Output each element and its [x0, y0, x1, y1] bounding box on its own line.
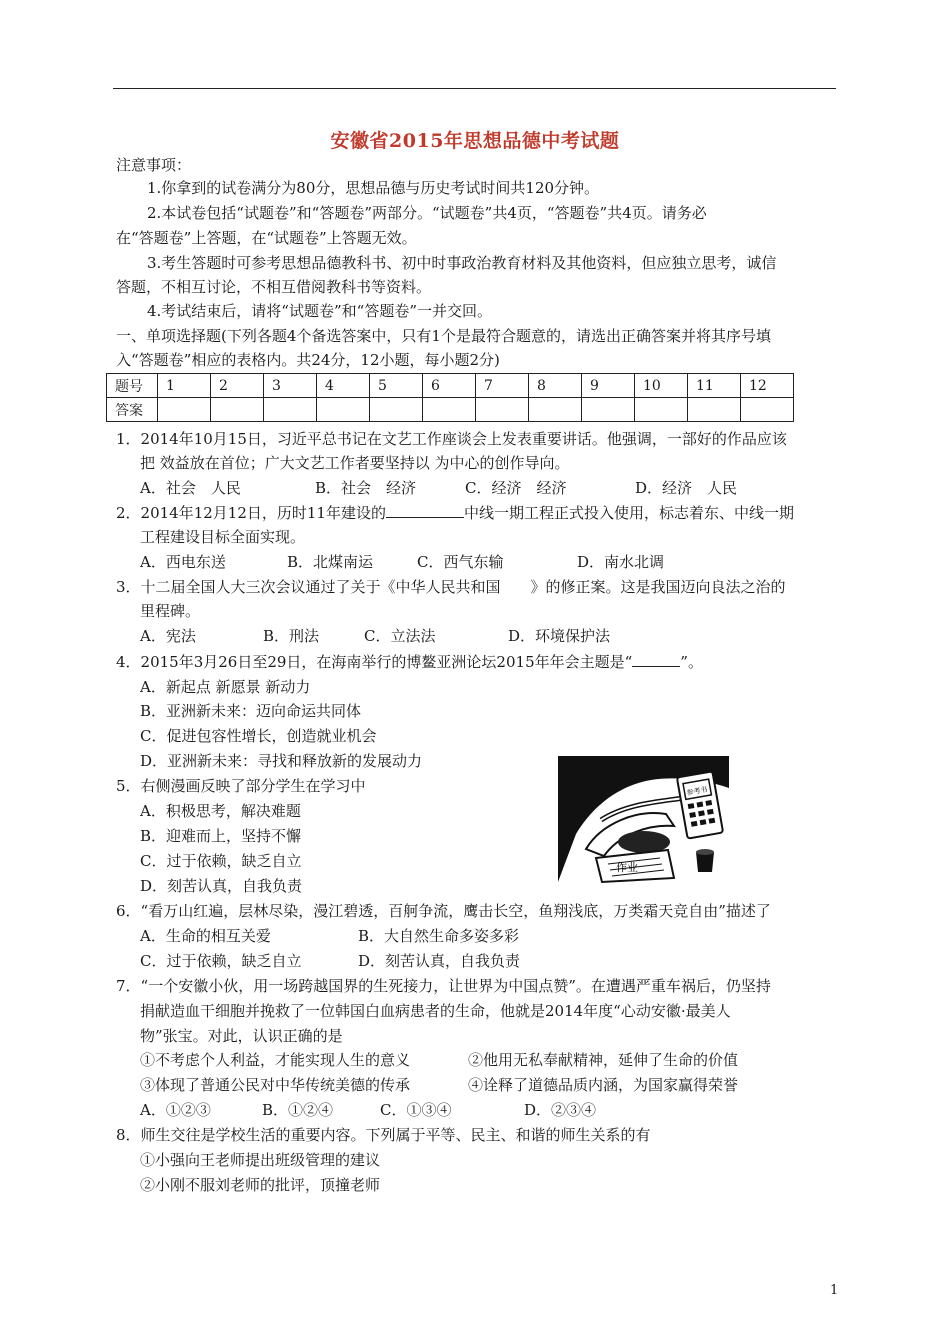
statement-2: ②他用无私奉献精神，延伸了生命的价值 [468, 1051, 739, 1069]
option-d: D．②③④ [524, 1101, 597, 1119]
answer-cell [741, 398, 794, 422]
option-b: B．大自然生命多姿多彩 [358, 927, 520, 945]
question-7-statements-row1 [140, 1050, 738, 1070]
statement-3: ③体现了普通公民对中华传统美德的传承 [140, 1076, 411, 1094]
question-6-options-row2 [140, 951, 520, 971]
answer-table [106, 373, 794, 422]
question-6-stem: 6．“看万山红遍，层林尽染，漫江碧透，百舸争流，鹰击长空，鱼翔浅底，万类霜天竞自由”描述了 [116, 902, 771, 920]
answer-cell [370, 398, 423, 422]
answer-table-number: 11 [688, 374, 741, 398]
option-c: C．西气东输 [417, 553, 504, 571]
cartoon-illustration [556, 754, 731, 884]
option-a: A．①②③ [140, 1101, 211, 1119]
answer-table-number: 4 [317, 374, 370, 398]
question-3-stem: 3．十二届全国人大三次会议通过了关于《中华人民共和国 》的修正案。这是我国迈向良法之治的 [116, 578, 786, 596]
question-8-statement-1: ①小强向王老师提出班级管理的建议 [140, 1151, 381, 1169]
answer-table-answer-row [107, 398, 794, 422]
statement-1: ①不考虑个人利益，才能实现人生的意义 [140, 1051, 411, 1069]
option-d: D．环境保护法 [508, 627, 611, 645]
question-4-option-a: A．新起点 新愿景 新动力 [140, 678, 311, 696]
question-4-option-d: D．亚洲新未来：寻找和释放新的发展动力 [140, 752, 423, 770]
question-3-stem-cont: 里程碑。 [140, 602, 201, 620]
answer-cell [582, 398, 635, 422]
answer-table-number: 12 [741, 374, 794, 398]
answer-cell [264, 398, 317, 422]
question-4-stem-a: 4．2015年3月26日至29日，在海南举行的博鳌亚洲论坛2015年年会主题是“ [116, 653, 633, 671]
question-5-option-a: A．积极思考，解决难题 [140, 802, 301, 820]
answer-cell [211, 398, 264, 422]
question-1-stem-cont: 把 效益放在首位；广大文艺工作者要坚持以 为中心的创作导向。 [140, 454, 570, 472]
question-2-stem [116, 503, 794, 523]
answer-table-number: 3 [264, 374, 317, 398]
answer-table-number: 10 [635, 374, 688, 398]
option-a: A．社会 人民 [140, 479, 241, 497]
answer-cell [317, 398, 370, 422]
answer-table-number: 7 [476, 374, 529, 398]
question-3-options [140, 626, 610, 646]
statement-4: ④诠释了道德品质内涵，为国家赢得荣誉 [468, 1076, 739, 1094]
question-5-option-c: C．过于依赖，缺乏自立 [140, 852, 302, 870]
notice-item-2: 2.本试卷包括“试题卷”和“答题卷”两部分。“试题卷”共4页，“答题卷”共4页。请务必 [147, 204, 707, 222]
option-a: A．西电东送 [140, 553, 226, 571]
answer-table-number: 5 [370, 374, 423, 398]
question-8-statement-2: ②小刚不服刘老师的批评，顶撞老师 [140, 1176, 381, 1194]
question-4-option-c: C．促进包容性增长，创造就业机会 [140, 727, 377, 745]
answer-table-header-row [107, 374, 794, 398]
notice-item-3-cont: 答题，不相互讨论，不相互借阅教科书等资料。 [116, 278, 432, 296]
option-b: B．刑法 [263, 627, 320, 645]
question-7-stem-cont2: 物”张宝。对此，认识正确的是 [140, 1027, 343, 1045]
header-rule [113, 88, 836, 89]
question-5-option-d: D．刻苦认真，自我负责 [140, 877, 303, 895]
answer-table-number: 9 [582, 374, 635, 398]
question-2-stem-b: 中线一期工程正式投入使用，标志着东、中线一期 [463, 504, 794, 522]
answer-cell [688, 398, 741, 422]
option-b: B．社会 经济 [315, 479, 417, 497]
answer-table-label-answer: 答案 [107, 398, 158, 422]
answer-table-label-number: 题号 [107, 374, 158, 398]
question-5-stem: 5．右侧漫画反映了部分学生在学习中 [116, 777, 366, 795]
option-c: C．①③④ [380, 1101, 452, 1119]
option-d: D．经济 人民 [635, 479, 738, 497]
answer-table-number: 2 [211, 374, 264, 398]
notice-item-1: 1.你拿到的试卷满分为80分，思想品德与历史考试时间共120分钟。 [147, 179, 600, 197]
option-c: C．过于依赖，缺乏自立 [140, 952, 302, 970]
cartoon-paper-text: 作业 [616, 861, 638, 874]
section1-instructions-cont: 入“答题卷”相应的表格内。共24分，12小题，每小题2分) [116, 351, 500, 369]
answer-cell [476, 398, 529, 422]
answer-blank [386, 517, 464, 518]
question-4-stem-b: ”。 [680, 653, 703, 671]
answer-cell [423, 398, 476, 422]
answer-cell [158, 398, 211, 422]
answer-blank [632, 666, 680, 667]
option-d: D．南水北调 [577, 553, 665, 571]
answer-table-number: 8 [529, 374, 582, 398]
section1-instructions: 一、单项选择题(下列各题4个备选答案中，只有1个是最符合题意的，请选出正确答案并将其序号填 [116, 327, 771, 345]
notice-item-4: 4.考试结束后，请将“试题卷”和“答题卷”一并交回。 [147, 302, 492, 320]
question-2-stem-cont: 工程建设目标全面实现。 [140, 528, 306, 546]
question-7-stem-cont: 捐献造血干细胞并挽救了一位韩国白血病患者的生命，他就是2014年度“心动安徽·最美人 [140, 1002, 731, 1020]
question-7-stem: 7．“一个安徽小伙，用一场跨越国界的生死接力，让世界为中国点赞”。在遭遇严重车祸后，仍坚持 [116, 977, 771, 995]
option-a: A．宪法 [140, 627, 196, 645]
question-2-stem-a: 2．2014年12月12日，历时11年建设的 [116, 504, 386, 522]
question-1-options [140, 478, 737, 498]
option-a: A．生命的相互关爱 [140, 927, 271, 945]
question-1-stem: 1．2014年10月15日，习近平总书记在文艺工作座谈会上发表重要讲话。他强调，一部好的作品应该 [116, 430, 787, 448]
notice-item-3: 3.考生答题时可参考思想品德教科书、初中时事政治教育材料及其他资料，但应独立思考，诚信 [147, 254, 777, 272]
page-title: 安徽省2015年思想品德中考试题 [330, 130, 620, 152]
question-8-stem: 8．师生交往是学校生活的重要内容。下列属于平等、民主、和谐的师生关系的有 [116, 1126, 651, 1144]
option-d: D．刻苦认真，自我负责 [358, 952, 521, 970]
answer-table-number: 6 [423, 374, 476, 398]
option-b: B．①②④ [262, 1101, 334, 1119]
question-6-options-row1 [140, 926, 519, 946]
question-7-options [140, 1100, 596, 1120]
option-c: C．经济 经济 [465, 479, 567, 497]
answer-cell [635, 398, 688, 422]
question-2-options [140, 552, 664, 572]
question-7-statements-row2 [140, 1075, 738, 1095]
answer-cell [529, 398, 582, 422]
option-c: C．立法法 [364, 627, 436, 645]
answer-table-number: 1 [158, 374, 211, 398]
notice-item-2-cont: 在“答题卷”上答题，在“试题卷”上答题无效。 [116, 229, 417, 247]
question-4-option-b: B．亚洲新未来：迈向命运共同体 [140, 702, 362, 720]
question-4-stem [116, 652, 703, 672]
cartoon-sign-text: 参考书 [686, 785, 709, 798]
notice-heading: 注意事项： [116, 156, 192, 174]
option-b: B．北煤南运 [287, 553, 374, 571]
question-5-option-b: B．迎难而上，坚持不懈 [140, 827, 302, 845]
page-number: 1 [830, 1283, 839, 1298]
